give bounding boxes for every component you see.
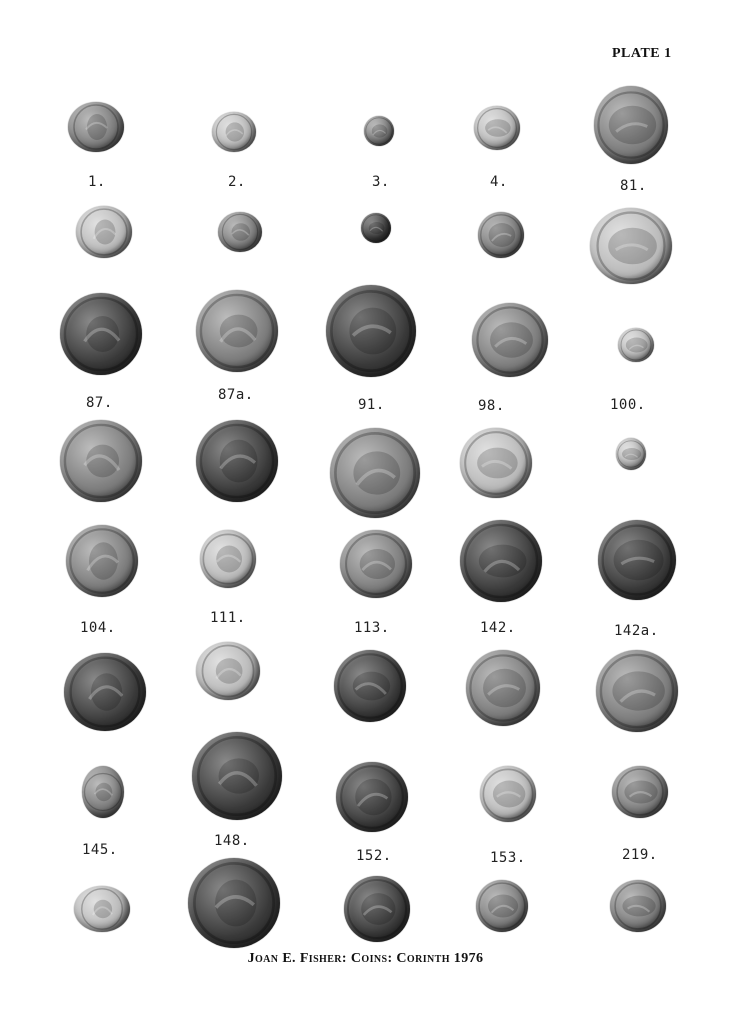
coin-image [478, 212, 524, 258]
coin-image [474, 106, 520, 150]
coin-relief-icon [334, 650, 406, 722]
coin-image [330, 428, 420, 518]
coin-relief-icon [612, 766, 668, 818]
coin-image [68, 102, 124, 152]
coin-image [326, 285, 416, 377]
coin-relief-icon [188, 858, 280, 948]
coin-relief-icon [474, 106, 520, 150]
coin-image [82, 766, 124, 818]
catalog-number: 100. [610, 397, 646, 413]
coin-relief-icon [480, 766, 536, 822]
coin-relief-icon [60, 293, 142, 375]
coin-image [336, 762, 408, 832]
coin-relief-icon [460, 520, 542, 602]
catalog-number: 81. [620, 178, 647, 194]
coin-relief-icon [218, 212, 262, 252]
coin-relief-icon [66, 525, 138, 597]
coin-image [590, 208, 672, 284]
plate-title: PLATE 1 [612, 46, 672, 61]
coin-relief-icon [212, 112, 256, 152]
coin-image [340, 530, 412, 598]
catalog-number: 142a. [614, 623, 659, 639]
catalog-number: 87a. [218, 387, 254, 403]
coin-image [610, 880, 666, 932]
catalog-number: 111. [210, 610, 246, 626]
coin-image [64, 653, 146, 731]
coin-image [218, 212, 262, 252]
coin-image [200, 530, 256, 588]
coin-relief-icon [610, 880, 666, 932]
coin-relief-icon [616, 438, 646, 470]
coin-image [361, 213, 391, 243]
coin-image [466, 650, 540, 726]
coin-relief-icon [361, 213, 391, 243]
coin-relief-icon [460, 428, 532, 498]
catalog-number: 219. [622, 847, 658, 863]
coin-relief-icon [336, 762, 408, 832]
catalog-number: 113. [354, 620, 390, 636]
coin-image [364, 116, 394, 146]
catalog-number: 142. [480, 620, 516, 636]
coin-relief-icon [596, 650, 678, 732]
coin-image [460, 428, 532, 498]
coin-relief-icon [598, 520, 676, 600]
coin-relief-icon [82, 766, 124, 818]
coin-relief-icon [340, 530, 412, 598]
coin-relief-icon [594, 86, 668, 164]
coin-image [480, 766, 536, 822]
catalog-number: 4. [490, 174, 508, 190]
plate-footer-caption: Joan E. Fisher: Coins: Corinth 1976 [247, 951, 484, 966]
coin-image [596, 650, 678, 732]
coin-relief-icon [196, 642, 260, 700]
coin-relief-icon [476, 880, 528, 932]
coin-relief-icon [196, 290, 278, 372]
catalog-number: 2. [228, 174, 246, 190]
coin-image [188, 858, 280, 948]
coin-image [196, 290, 278, 372]
coin-image [192, 732, 282, 820]
catalog-number: 87. [86, 395, 113, 411]
coin-image [212, 112, 256, 152]
coin-image [196, 420, 278, 502]
catalog-number: 104. [80, 620, 116, 636]
coin-relief-icon [466, 650, 540, 726]
coin-relief-icon [344, 876, 410, 942]
coin-image [472, 303, 548, 377]
catalog-number: 153. [490, 850, 526, 866]
coin-relief-icon [478, 212, 524, 258]
coin-relief-icon [472, 303, 548, 377]
coin-image [76, 206, 132, 258]
catalog-number: 148. [214, 833, 250, 849]
coin-image [60, 420, 142, 502]
coin-relief-icon [192, 732, 282, 820]
coin-relief-icon [330, 428, 420, 518]
coin-image [334, 650, 406, 722]
coin-relief-icon [590, 208, 672, 284]
catalog-number: 1. [88, 174, 106, 190]
coin-image [618, 328, 654, 362]
coin-image [60, 293, 142, 375]
coin-image [594, 86, 668, 164]
coin-image [476, 880, 528, 932]
catalog-number: 91. [358, 397, 385, 413]
coin-image [460, 520, 542, 602]
catalog-number: 152. [356, 848, 392, 864]
coin-relief-icon [364, 116, 394, 146]
coin-relief-icon [74, 886, 130, 932]
coin-relief-icon [196, 420, 278, 502]
coin-image [598, 520, 676, 600]
coin-image [616, 438, 646, 470]
coin-relief-icon [60, 420, 142, 502]
coin-relief-icon [68, 102, 124, 152]
coin-relief-icon [200, 530, 256, 588]
coin-relief-icon [64, 653, 146, 731]
coin-image [196, 642, 260, 700]
coin-image [66, 525, 138, 597]
coin-relief-icon [76, 206, 132, 258]
catalog-number: 145. [82, 842, 118, 858]
coin-image [344, 876, 410, 942]
catalog-number: 98. [478, 398, 505, 414]
coin-image [74, 886, 130, 932]
coin-relief-icon [326, 285, 416, 377]
catalog-number: 3. [372, 174, 390, 190]
coin-relief-icon [618, 328, 654, 362]
coin-image [612, 766, 668, 818]
